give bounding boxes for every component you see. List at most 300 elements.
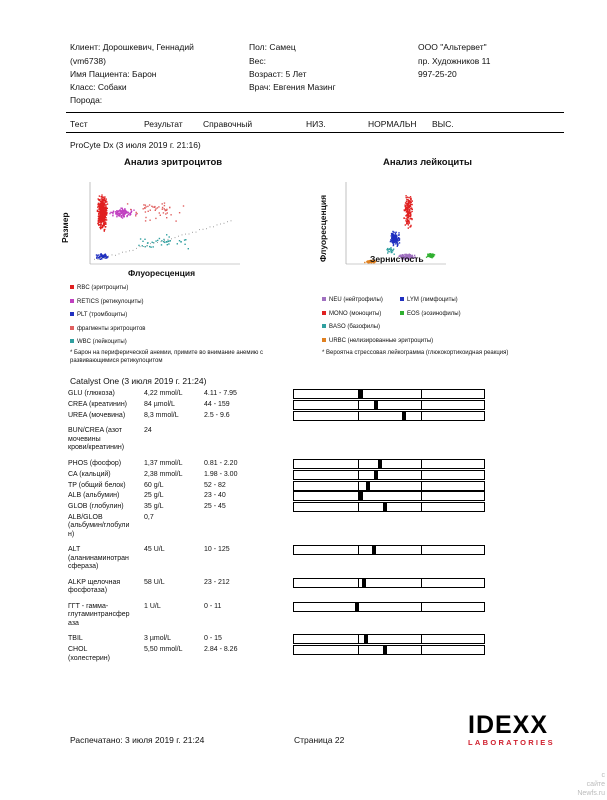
wbc-point: [185, 239, 186, 240]
fragment-point: [147, 206, 148, 207]
range-bar: [293, 545, 485, 555]
rbc-point: [105, 212, 106, 213]
eos-point: [430, 255, 431, 256]
wbc-point: [184, 239, 185, 240]
diagonal-point: [231, 220, 232, 221]
test-name: аза: [68, 619, 79, 627]
rbc-point: [104, 220, 105, 221]
diagonal-point: [101, 257, 102, 258]
diagonal-point: [220, 224, 221, 225]
rbc-point: [100, 211, 101, 212]
wbc-point: [177, 243, 178, 244]
test-value: 8,3 mmol/L: [144, 411, 179, 419]
fragment-point: [157, 207, 158, 208]
rbc-point: [100, 215, 101, 216]
rbc-scatter-plot: [84, 180, 244, 270]
rbc-point: [101, 201, 102, 202]
diagonal-point: [217, 224, 218, 225]
rbc-point: [103, 205, 104, 206]
wbc-point: [169, 236, 170, 237]
wbc-point: [167, 244, 168, 245]
patient-age: Возраст: 5 Лет: [249, 69, 307, 79]
diagonal-point: [154, 242, 155, 243]
rbc-chart-title: Анализ эритроцитов: [124, 157, 223, 168]
catalyst-title: Catalyst One (3 июля 2019 г. 21:24): [70, 376, 207, 386]
rbc-point: [104, 196, 105, 197]
wbc-point: [152, 242, 153, 243]
baso-point: [390, 247, 391, 248]
range-bar: [293, 459, 485, 469]
lym-point: [392, 235, 393, 236]
fragment-point: [149, 204, 150, 205]
mono-point: [406, 199, 407, 200]
wbc-point: [184, 244, 185, 245]
diagonal-point: [227, 221, 228, 222]
plt-point: [105, 255, 106, 256]
lym-point: [396, 236, 397, 237]
retic-point: [126, 216, 127, 217]
diagonal-point: [94, 259, 95, 260]
diagonal-point: [140, 246, 141, 247]
retic-point: [115, 211, 116, 212]
diagonal-point: [171, 238, 172, 239]
range-bar: [293, 578, 485, 588]
fragment-point: [151, 206, 152, 207]
test-value: 60 g/L: [144, 481, 164, 489]
mono-point: [407, 214, 408, 215]
wbc-point: [142, 241, 143, 242]
mono-point: [410, 225, 411, 226]
retic-point: [116, 210, 117, 211]
legend-label: RETICS (ретикулоциты): [77, 298, 144, 305]
baso-point: [388, 251, 389, 252]
idexx-logo: [468, 713, 555, 747]
eos-point: [427, 254, 428, 255]
clinic-name: ООО "Альтервет": [418, 42, 487, 52]
range-bar: [293, 411, 485, 421]
test-value: 24: [144, 427, 152, 435]
diagonal-point: [175, 237, 176, 238]
plt-point: [100, 259, 101, 260]
rbc-point: [102, 203, 103, 204]
range-marker: [374, 471, 378, 479]
fragment-point: [183, 205, 184, 206]
diagonal-point: [185, 234, 186, 235]
rbc-point: [104, 208, 105, 209]
legend-swatch: [322, 297, 326, 301]
wbc-legend-item: [322, 297, 383, 303]
mono-point: [408, 221, 409, 222]
fragment-point: [145, 220, 146, 221]
retic-point: [124, 208, 125, 209]
col-reference: Справочный: [203, 119, 253, 129]
rbc-point: [98, 203, 99, 204]
retic-point: [129, 214, 130, 215]
rbc-point: [107, 203, 108, 204]
range-divider: [358, 502, 359, 512]
rbc-point: [102, 199, 103, 200]
range-bar: [293, 481, 485, 491]
table-header-divider: [66, 132, 564, 133]
range-divider: [421, 459, 422, 469]
retic-point: [125, 211, 126, 212]
mono-point: [407, 197, 408, 198]
eos-point: [431, 255, 432, 256]
wbc-point: [149, 246, 150, 247]
range-marker: [378, 460, 382, 468]
mono-point: [406, 197, 407, 198]
rbc-legend-item: [70, 299, 144, 305]
test-reference: 0.81 - 2.20: [204, 459, 238, 467]
diagonal-point: [157, 242, 158, 243]
diagonal-point: [203, 229, 204, 230]
wbc-point: [147, 243, 148, 244]
mono-point: [405, 220, 406, 221]
wbc-point: [163, 241, 164, 242]
retic-point: [116, 216, 117, 217]
mono-point: [411, 204, 412, 205]
printed-date: Распечатано: 3 июля 2019 г. 21:24: [70, 735, 205, 745]
lym-point: [395, 238, 396, 239]
wbc-legend-item: [400, 297, 458, 303]
rbc-point: [104, 229, 105, 230]
fragment-point: [163, 212, 164, 213]
range-divider: [358, 411, 359, 421]
test-value: 58 U/L: [144, 578, 165, 586]
baso-point: [389, 248, 390, 249]
col-low: НИЗ.: [306, 119, 326, 129]
rbc-point: [100, 209, 101, 210]
fragment-point: [165, 213, 166, 214]
fragment-point: [145, 211, 146, 212]
fragment-point: [166, 217, 167, 218]
patient-weight: Вес:: [249, 56, 267, 66]
rbc-legend-item: [70, 339, 127, 345]
logo-text: IDEXX: [468, 711, 549, 739]
watermark-line: сайте: [586, 781, 605, 788]
range-marker: [402, 412, 406, 420]
rbc-point: [97, 211, 98, 212]
rbc-point: [101, 208, 102, 209]
lym-point: [399, 240, 400, 241]
diagonal-point: [168, 239, 169, 240]
wbc-point: [157, 240, 158, 241]
plt-point: [98, 254, 99, 255]
range-marker: [359, 492, 363, 500]
rbc-point: [101, 194, 102, 195]
header-divider: [66, 112, 564, 113]
mono-point: [406, 201, 407, 202]
wbc-point: [167, 240, 168, 241]
legend-label: фрагменты эритроцитов: [77, 325, 146, 332]
mono-point: [408, 224, 409, 225]
plt-point: [105, 254, 106, 255]
range-marker: [374, 401, 378, 409]
mono-point: [409, 226, 410, 227]
mono-point: [410, 205, 411, 206]
test-reference: 44 - 159: [204, 400, 230, 408]
baso-point: [392, 250, 393, 251]
diagonal-point: [119, 253, 120, 254]
fragment-point: [145, 205, 146, 206]
fragment-point: [143, 208, 144, 209]
mono-point: [404, 217, 405, 218]
test-name: (альбумин/глобули: [68, 522, 130, 530]
retic-point: [110, 212, 111, 213]
test-value: 4,22 mmol/L: [144, 390, 183, 397]
wbc-legend-item: [322, 324, 380, 330]
retic-point: [113, 211, 114, 212]
wbc-point: [153, 246, 154, 247]
range-divider: [421, 545, 422, 555]
lym-point: [390, 239, 391, 240]
legend-label: PLT (тромбоциты): [77, 312, 128, 318]
test-reference: 25 - 45: [204, 503, 226, 511]
lym-point: [395, 243, 396, 244]
retic-point: [126, 212, 127, 213]
fragment-point: [169, 207, 170, 208]
mono-point: [407, 205, 408, 206]
legend-label: URBC (нелизированные эритроциты): [329, 337, 434, 344]
fragment-point: [164, 208, 165, 209]
legend-label: MONO (моноциты): [329, 310, 382, 317]
retic-point: [112, 213, 113, 214]
range-bar: [293, 389, 485, 399]
diagonal-point: [161, 241, 162, 242]
diagonal-point: [213, 226, 214, 227]
test-name: GLOB (глобулин): [68, 503, 124, 511]
test-name: TBIL: [68, 635, 83, 643]
retic-point: [123, 210, 124, 211]
retic-point: [126, 211, 127, 212]
lym-point: [393, 242, 394, 243]
diagonal-point: [112, 254, 113, 255]
diagonal-point: [210, 226, 211, 227]
diagonal-point: [199, 229, 200, 230]
patient-sex: Пол: Самец: [249, 42, 296, 52]
test-name: PHOS (фосфор): [68, 459, 122, 467]
range-bar: [293, 634, 485, 644]
fragment-point: [164, 205, 165, 206]
lym-point: [392, 237, 393, 238]
patient-breed: Порода:: [70, 95, 103, 105]
baso-point: [391, 250, 392, 251]
watermark-line: с: [601, 772, 605, 779]
fragment-point: [164, 202, 165, 203]
plt-point: [106, 257, 107, 258]
retic-point: [120, 208, 121, 209]
lym-point: [398, 237, 399, 238]
col-high: ВЫС.: [432, 119, 454, 129]
test-reference: 1.98 - 3.00: [204, 470, 238, 478]
wbc-point: [166, 234, 167, 235]
diagonal-point: [115, 255, 116, 256]
lym-point: [397, 245, 398, 246]
patient-class: Класс: Собаки: [70, 82, 127, 92]
legend-swatch: [70, 326, 74, 330]
range-bar: [293, 470, 485, 480]
fragment-point: [155, 218, 156, 219]
eos-point: [433, 256, 434, 257]
wbc-x-label: Зернистость: [370, 254, 424, 264]
test-reference: 2.84 - 8.26: [204, 646, 238, 654]
mono-point: [406, 211, 407, 212]
urbc-point: [367, 261, 368, 262]
rbc-y-label: Размер: [60, 212, 70, 243]
mono-point: [407, 209, 408, 210]
fragment-point: [135, 215, 136, 216]
test-value: 35 g/L: [144, 503, 164, 511]
test-name: глутаминтрансфер: [68, 611, 130, 619]
rbc-point: [102, 221, 103, 222]
rbc-point: [98, 220, 99, 221]
test-name: ALT: [68, 546, 81, 554]
rbc-point: [103, 218, 104, 219]
retic-point: [122, 214, 123, 215]
fragment-point: [160, 215, 161, 216]
diagonal-point: [189, 234, 190, 235]
mono-point: [412, 200, 413, 201]
wbc-point: [159, 238, 160, 239]
test-reference: 0 - 11: [204, 602, 222, 610]
diagonal-point: [196, 232, 197, 233]
rbc-point: [105, 214, 106, 215]
rbc-point: [104, 224, 105, 225]
mono-point: [408, 209, 409, 210]
wbc-point: [150, 247, 151, 248]
mono-point: [410, 214, 411, 215]
rbc-point: [105, 200, 106, 201]
range-divider: [421, 400, 422, 410]
lym-point: [395, 237, 396, 238]
lym-point: [399, 242, 400, 243]
watermark-line: Newfs.ru: [577, 790, 605, 797]
wbc-point: [140, 238, 141, 239]
logo-subtitle: LABORATORIES: [468, 738, 555, 747]
wbc-legend-item: [322, 311, 381, 317]
lym-point: [393, 232, 394, 233]
range-marker: [355, 603, 359, 611]
rbc-point: [98, 198, 99, 199]
eos-point: [431, 253, 432, 254]
wbc-point: [169, 240, 170, 241]
mono-point: [408, 197, 409, 198]
diagonal-point: [192, 232, 193, 233]
rbc-point: [100, 224, 101, 225]
test-value: 2,38 mmol/L: [144, 470, 183, 478]
rbc-point: [104, 202, 105, 203]
range-divider: [358, 634, 359, 644]
test-value: 1 U/L: [144, 602, 161, 610]
fragment-point: [155, 210, 156, 211]
diagonal-point: [122, 252, 123, 253]
test-name: н): [68, 530, 75, 538]
plt-point: [101, 258, 102, 259]
retic-point: [122, 212, 123, 213]
legend-label: RBC (эритроциты): [77, 285, 129, 291]
range-divider: [421, 491, 422, 501]
range-divider: [421, 634, 422, 644]
wbc-point: [179, 240, 180, 241]
rbc-point: [105, 226, 106, 227]
test-reference: 4.11 - 7.95: [204, 390, 237, 397]
rbc-point: [105, 223, 106, 224]
range-marker: [372, 546, 376, 554]
fragment-point: [158, 206, 159, 207]
col-normal: НОРМАЛЬН: [368, 119, 417, 129]
diagonal-point: [129, 250, 130, 251]
legend-swatch: [322, 338, 326, 342]
test-value: 25 g/L: [144, 492, 164, 500]
retic-point: [123, 213, 124, 214]
diagonal-point: [143, 246, 144, 247]
lym-point: [395, 234, 396, 235]
wbc-point: [166, 241, 167, 242]
test-reference: 2.5 - 9.6: [204, 411, 230, 419]
clinic-address: пр. Художников 11: [418, 56, 491, 66]
mono-point: [408, 203, 409, 204]
rbc-point: [101, 215, 102, 216]
test-value: 1,37 mmol/L: [144, 459, 183, 467]
diagonal-point: [150, 243, 151, 244]
rbc-x-label: Флуоресценция: [128, 268, 196, 278]
client-name: Клиент: Дорошкевич, Геннадий: [70, 42, 194, 52]
test-name: сфераза): [68, 563, 99, 571]
mono-point: [404, 204, 405, 205]
fragment-point: [155, 208, 156, 209]
col-test: Тест: [70, 119, 88, 129]
test-reference: 23 - 212: [204, 578, 230, 586]
diagonal-point: [98, 259, 99, 260]
wbc-point: [180, 241, 181, 242]
diagonal-point: [147, 245, 148, 246]
diagonal-point: [136, 248, 137, 249]
clinic-phone: 997-25-20: [418, 69, 457, 79]
diagonal-point: [182, 234, 183, 235]
wbc-y-label: Флуоресценция: [318, 194, 328, 262]
range-divider: [421, 502, 422, 512]
test-name: CREA (креатинин): [68, 400, 128, 408]
diagonal-point: [206, 228, 207, 229]
fragment-point: [166, 210, 167, 211]
legend-swatch: [400, 311, 404, 315]
rbc-point: [104, 218, 105, 219]
test-value: 45 U/L: [144, 546, 165, 554]
range-divider: [358, 470, 359, 480]
lym-point: [396, 235, 397, 236]
range-bar: [293, 502, 485, 512]
wbc-point: [142, 245, 143, 246]
range-divider: [358, 400, 359, 410]
wbc-point: [138, 245, 139, 246]
fragment-point: [162, 207, 163, 208]
test-reference: 10 - 125: [204, 546, 230, 554]
retic-point: [131, 211, 132, 212]
retic-point: [129, 213, 130, 214]
test-reference: 23 - 40: [204, 492, 226, 500]
rbc-legend-item: [70, 285, 128, 291]
rbc-point: [101, 206, 102, 207]
mono-point: [405, 202, 406, 203]
diagonal-point: [133, 250, 134, 251]
mono-point: [407, 219, 408, 220]
wbc-legend-item: [322, 338, 433, 344]
fragment-point: [179, 212, 180, 213]
wbc-point: [168, 243, 169, 244]
plt-point: [98, 257, 99, 258]
fragment-point: [127, 203, 128, 204]
rbc-point: [104, 230, 105, 231]
